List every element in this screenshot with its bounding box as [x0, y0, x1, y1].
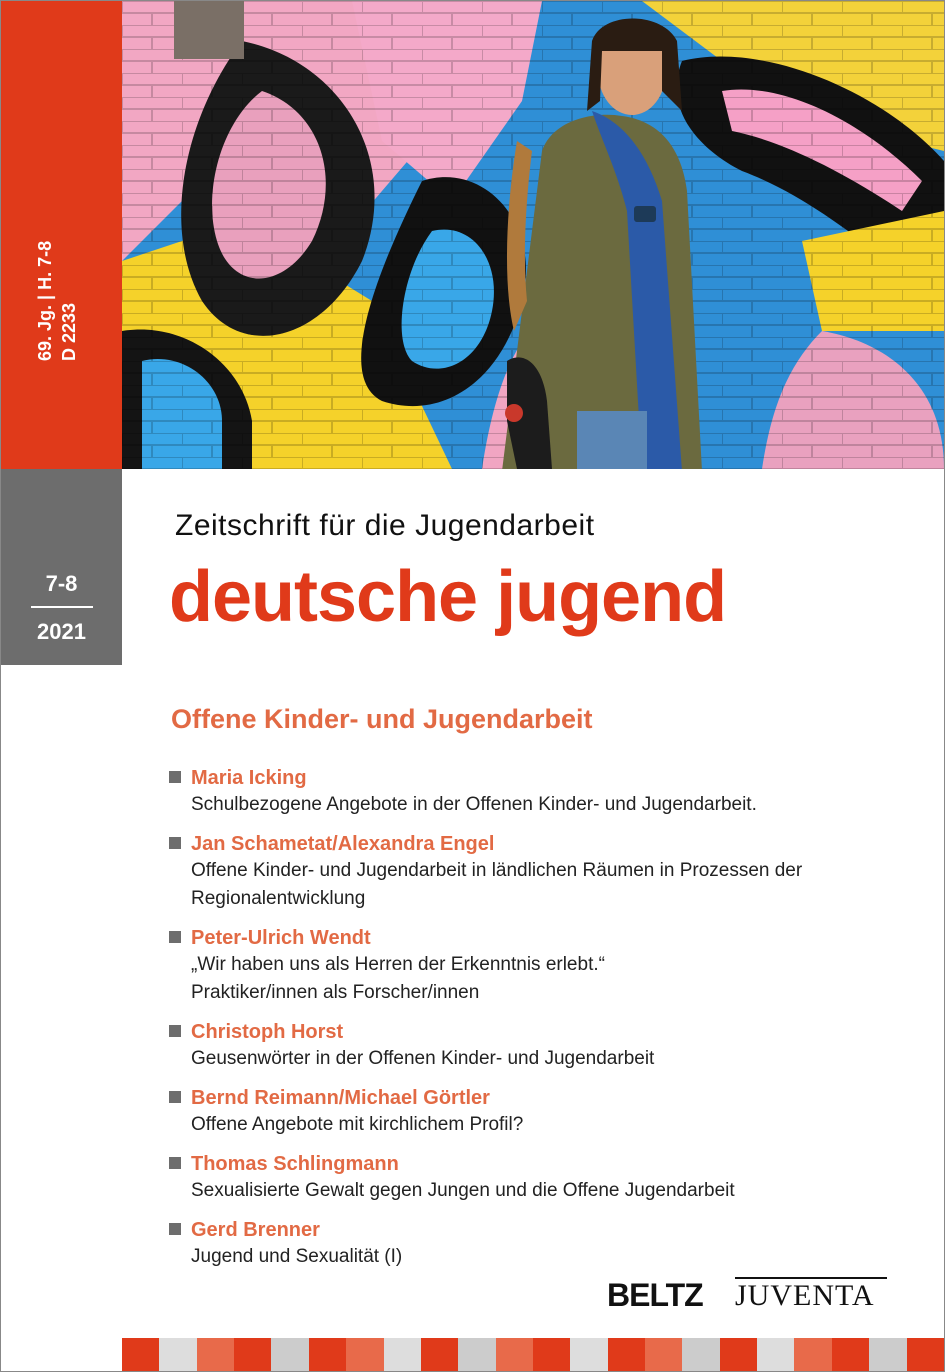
- square-bullet-icon: [169, 837, 181, 849]
- list-item: [169, 831, 909, 913]
- square-bullet-icon: [169, 771, 181, 783]
- publisher-logo-juventa: JUVENTA: [735, 1279, 875, 1312]
- list-item: [169, 925, 909, 1007]
- article-title: Offene Kinder- und Jugendarbeit in ländlichen Räumen in Prozessen der Regionalentwicklung: [191, 860, 803, 909]
- article-title: Geusenwörter in der Offenen Kinder- und Jugendarbeit: [191, 1048, 655, 1069]
- article-author: Jan Schametat/Alexandra Engel: [191, 833, 495, 855]
- list-item: [169, 1217, 909, 1271]
- cover-photo: [122, 1, 944, 469]
- article-list: [169, 765, 909, 1283]
- article-author: Peter-Ulrich Wendt: [191, 927, 371, 949]
- article-author: Maria Icking: [191, 767, 307, 789]
- article-author: Thomas Schlingmann: [191, 1153, 399, 1175]
- issue-number: 7-8: [45, 571, 78, 596]
- list-item: [169, 1151, 909, 1205]
- magazine-subtitle: Zeitschrift für die Jugendarbeit: [175, 509, 595, 542]
- spine-band: [1, 1, 122, 469]
- article-title: Schulbezogene Angebote in der Offenen Kinder- und Jugendarbeit.: [191, 794, 757, 815]
- spine-info: [33, 201, 83, 361]
- article-author: Gerd Brenner: [191, 1219, 320, 1241]
- spine-issn: D 2233: [59, 302, 79, 361]
- square-bullet-icon: [169, 931, 181, 943]
- spine-volume-issue: 69. Jg. | H. 7-8: [35, 240, 55, 361]
- decorative-stripe: [122, 1338, 944, 1371]
- graffiti-photo-illustration: [122, 1, 944, 469]
- publisher-logo-beltz: BELTZ: [607, 1277, 703, 1313]
- list-item: [169, 1085, 909, 1139]
- article-title: Offene Angebote mit kirchlichem Profil?: [191, 1114, 524, 1135]
- issue-year: 2021: [37, 619, 86, 644]
- article-title: „Wir haben uns als Herren der Erkenntnis erlebt.“ Praktiker/innen als Forscher/innen: [191, 954, 605, 1003]
- magazine-title: deutsche jugend: [169, 557, 727, 637]
- article-title: Sexualisierte Gewalt gegen Jungen und die Offene Jugendarbeit: [191, 1180, 735, 1201]
- section-title: Offene Kinder- und Jugendarbeit: [171, 704, 593, 734]
- article-author: Bernd Reimann/Michael Görtler: [191, 1087, 490, 1109]
- square-bullet-icon: [169, 1091, 181, 1103]
- issue-divider: [31, 606, 93, 608]
- square-bullet-icon: [169, 1025, 181, 1037]
- list-item: [169, 765, 909, 819]
- square-bullet-icon: [169, 1223, 181, 1235]
- list-item: [169, 1019, 909, 1073]
- issue-box: [1, 469, 122, 665]
- article-author: Christoph Horst: [191, 1021, 344, 1043]
- square-bullet-icon: [169, 1157, 181, 1169]
- article-title: Jugend und Sexualität (I): [191, 1246, 403, 1267]
